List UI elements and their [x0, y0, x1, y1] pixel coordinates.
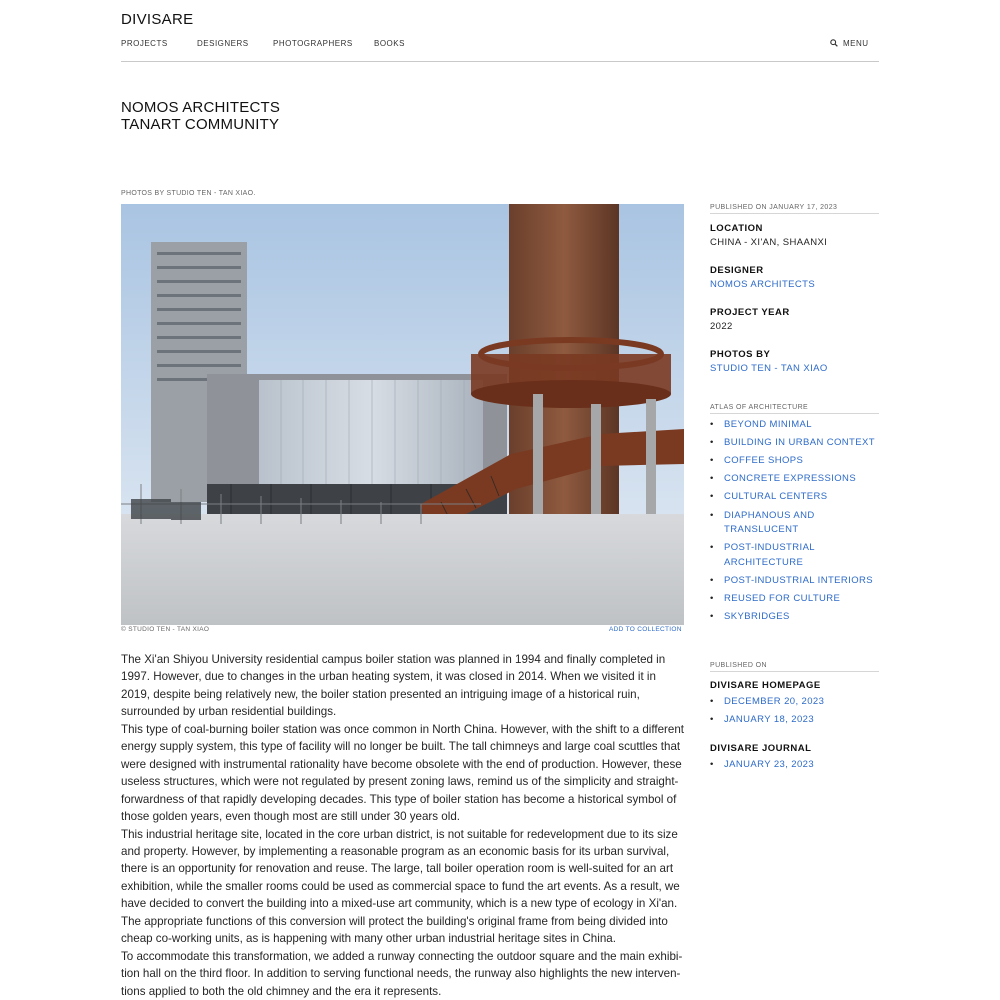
- atlas-link[interactable]: • CULTURAL CENTERS: [710, 490, 879, 505]
- nav-books[interactable]: BOOKS: [374, 39, 405, 48]
- atlas-list: [710, 418, 879, 625]
- atlas-section: [710, 404, 879, 625]
- atlas-link[interactable]: • CONCRETE EXPRESSIONS: [710, 472, 879, 487]
- title-project: TANART COMMUNITY: [121, 116, 280, 133]
- published-on-section: [710, 662, 879, 773]
- atlas-link[interactable]: • BEYOND MINIMAL: [710, 418, 879, 433]
- published-on-label: PUBLISHED ON: [710, 662, 879, 672]
- published-date: PUBLISHED ON JANUARY 17, 2023: [710, 204, 879, 214]
- project-photo[interactable]: [121, 204, 684, 625]
- project-info: [710, 204, 879, 374]
- photos-by-label: PHOTOS BY: [710, 349, 771, 360]
- project-year-value: 2022: [710, 321, 733, 332]
- photographer-link[interactable]: STUDIO TEN - TAN XIAO: [710, 363, 828, 374]
- atlas-link[interactable]: • DIAPHANOUS AND TRANSLUCENT: [710, 509, 879, 538]
- atlas-label: ATLAS OF ARCHITECTURE: [710, 404, 879, 414]
- project-description: [121, 651, 685, 1000]
- homepage-label: DIVISARE HOMEPAGE: [710, 680, 821, 691]
- homepage-date-link[interactable]: • JANUARY 18, 2023: [710, 713, 879, 728]
- location-label: LOCATION: [710, 223, 763, 234]
- search-icon: [830, 39, 838, 47]
- designer-label: DESIGNER: [710, 265, 764, 276]
- description-paragraph: This type of coal-burning boiler station was once common in North China. However, with the shift to a different energy supply system, this type of facility will no longer be built. The tall chimneys and large coal scuttles that were designed with instrumental rationality have become obsolete with the end of production. However, these useless structures, which were not regulated by present zoning laws, remind us of the simplicity and straight-forwardness of that rapidly developing decades. This type of boiler station has become a historical symbol of those golden years, even though most are still under 30 years old.: [121, 722, 685, 824]
- add-to-collection-link[interactable]: ADD TO COLLECTION: [609, 626, 682, 633]
- atlas-link[interactable]: • COFFEE SHOPS: [710, 454, 879, 469]
- header-divider: [121, 61, 879, 62]
- photos-credit: PHOTOS BY STUDIO TEN - TAN XIAO.: [121, 190, 256, 197]
- atlas-link[interactable]: • POST-INDUSTRIAL ARCHITECTURE: [710, 541, 879, 570]
- image-caption: © STUDIO TEN - TAN XIAO: [121, 626, 210, 633]
- project-year-label: PROJECT YEAR: [710, 307, 790, 318]
- atlas-link[interactable]: • SKYBRIDGES: [710, 610, 879, 625]
- page-title: [121, 99, 280, 133]
- site-logo[interactable]: DIVISARE: [121, 11, 194, 28]
- nav-designers[interactable]: DESIGNERS: [197, 39, 249, 48]
- description-paragraph: To accommodate this transformation, we added a runway connecting the outdoor square and the main exhibi-tion hall on the third floor. In addition to serving functional needs, the runway also highlights the new interven-tions applied to both the old chimney and the era it represents.: [121, 949, 683, 998]
- nav-projects[interactable]: PROJECTS: [121, 39, 168, 48]
- nav-photographers[interactable]: PHOTOGRAPHERS: [273, 39, 353, 48]
- title-designer[interactable]: NOMOS ARCHITECTS: [121, 99, 281, 116]
- designer-link[interactable]: NOMOS ARCHITECTS: [710, 279, 816, 290]
- menu-label: MENU: [843, 39, 869, 48]
- journal-dates: [710, 758, 879, 773]
- location-value: CHINA - XI'AN, SHAANXI: [710, 237, 828, 248]
- atlas-link[interactable]: • BUILDING IN URBAN CONTEXT: [710, 436, 879, 451]
- journal-label: DIVISARE JOURNAL: [710, 743, 812, 755]
- atlas-link[interactable]: • POST-INDUSTRIAL INTERIORS: [710, 574, 879, 589]
- homepage-dates: [710, 695, 879, 728]
- journal-date-link[interactable]: • JANUARY 23, 2023: [710, 758, 879, 773]
- menu-button[interactable]: [830, 39, 869, 48]
- description-paragraph: The Xi'an Shiyou University residential campus boiler station was planned in 1994 and finally completed in 1997. However, due to changes in the urban heating system, it was closed in 2014. When we visited it in 2019, despite being relatively new, the boiler station presented an intriguing image of a historical ruin, surrounded by urban residential buildings.: [121, 653, 666, 719]
- homepage-date-link[interactable]: • DECEMBER 20, 2023: [710, 695, 879, 710]
- description-paragraph: This industrial heritage site, located in the core urban district, is not suitable for redevelopment due to its size and property. However, by implementing a reasonable program as an economic basis for its urban survival, there is an opportunity for renovation and reuse. The large, tall boiler operation room is well-suited for an art exhibition, while the smaller rooms could be used as commercial space to fund the art events. As a result, we have decided to convert the building into a mixed-use art community, which is a new type of ecology in Xi'an. The appropriate functions of this conversion will protect the building's original frame from being divided into cheap co-working units, as is happening with many other urban industrial heritage sites in China.: [121, 827, 680, 946]
- atlas-link[interactable]: • REUSED FOR CULTURE: [710, 592, 879, 607]
